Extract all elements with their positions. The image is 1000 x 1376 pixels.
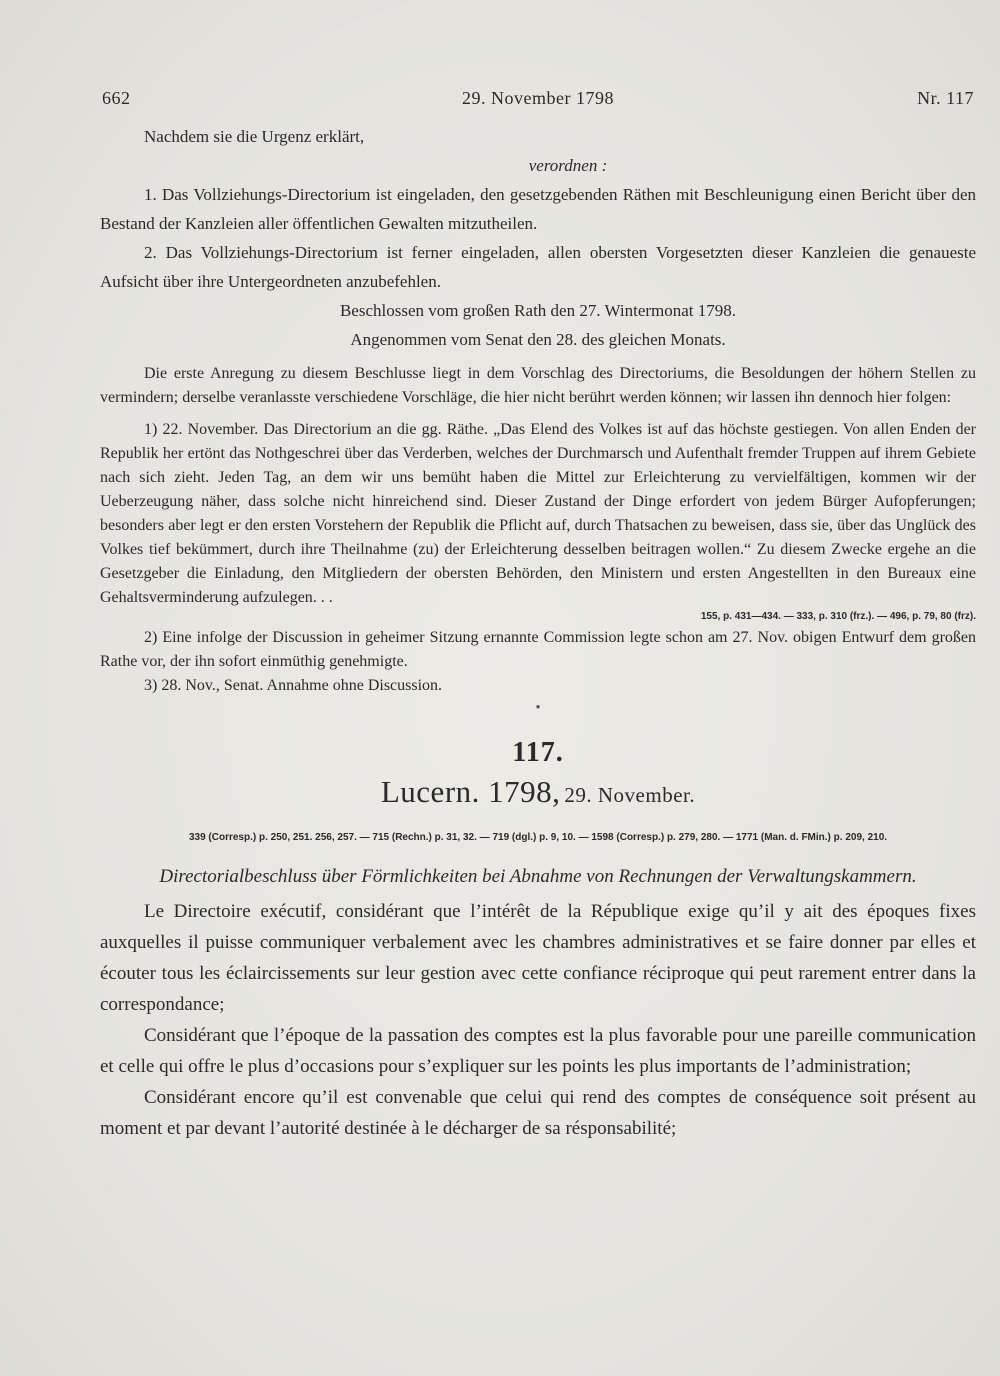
beschlossen-line: Beschlossen vom großen Rath den 27. Wintermonat 1798. bbox=[339, 301, 737, 320]
document-place-year: Lucern. 1798, bbox=[380, 774, 561, 809]
archive-references: 339 (Corresp.) p. 250, 251. 256, 257. — 715 (Rechn.) p. 31, 32. — 719 (dgl.) p. 9, 10. — 1598 (Corresp.) p. 279, 280. — 1771 (Man. d. FMin.) p. 209, 210. bbox=[188, 832, 888, 843]
anregung-paragraph: Die erste Anregung zu diesem Beschlusse liegt in dem Vorschlag des Directoriums, die Besoldungen der höhern Stellen zu vermindern; derselbe veranlasste verschiedene Vorschläge, die hier nicht berührt werden können; wir lassen ihn dennoch hier folgen: bbox=[100, 365, 976, 406]
french-paragraph-2: Considérant que l’époque de la passation des comptes est la plus favorable pour une pareille communication et celle qui offre le plus d’occasions pour s’expliquer sur les points les plus importants de l’administration; bbox=[100, 1025, 976, 1077]
footnote-1-references: 155, p. 431—434. — 333, p. 310 (frz.). — 496, p. 79, 80 (frz). bbox=[700, 611, 976, 622]
decree-item-2: 2. Das Vollziehungs-Directorium ist ferner eingeladen, allen obersten Vorgesetzten dieser Kanzleien die genaueste Aufsicht über ihre Untergeordneten anzubefehlen. bbox=[100, 243, 976, 291]
verordnen-heading: verordnen : bbox=[528, 156, 608, 175]
intro-line: Nachdem sie die Urgenz erklärt, bbox=[144, 127, 365, 146]
document-number: 117. bbox=[512, 737, 564, 768]
french-text bbox=[100, 896, 976, 1144]
page-body bbox=[100, 122, 976, 1144]
footnote-3: 3) 28. Nov., Senat. Annahme ohne Discussion. bbox=[144, 677, 443, 694]
page-number: 662 bbox=[102, 88, 131, 108]
header-doc-number: Nr. 117 bbox=[917, 88, 974, 108]
header-date: 29. November 1798 bbox=[462, 88, 614, 108]
footnote-1: 1) 22. November. Das Directorium an die gg. Räthe. „Das Elend des Volkes ist auf das höchste gestiegen. Von allen Enden der Republik her ertönt das Nothgeschrei über das Verderben, welches der Durchmarsch und Aufenthalt fremder Truppen auf ihrem Gebiete nach sich zieht. Jeden Tag, an dem wir uns bemüht haben die Mittel zur Erleichterung zu vervielfältigen, kommen wir der Ueberzeugung näher, dass solche nicht hinreichend sind. Dieser Zustand der Dinge erfordert von jedem Bürger Aufopferungen; besonders aber legt er den ersten Vorstehern der Republik die Pflicht auf, durch Thatsachen zu beweisen, dass sie, über das Unglück des Volkes tief bekümmert, durch ihre Theilnahme (zu) der Erleichterung desselben beitragen wollen.“ Zu diesem Zwecke ergehe an die Gesetzgeber die Einladung, den Mitgliedern der obersten Behörden, den Ministern und ersten Angestellten in den Bureaux eine Gehaltsverminderung aufzulegen. . . bbox=[100, 421, 976, 606]
running-header bbox=[102, 88, 974, 114]
angenommen-line: Angenommen vom Senat den 28. des gleichen Monats. bbox=[350, 330, 726, 349]
section-dot: ● bbox=[535, 702, 541, 711]
document-subject: Directorialbeschluss über Förmlichkeiten bei Abnahme von Rechnungen der Verwaltungskammern. bbox=[159, 866, 917, 887]
document-heading bbox=[100, 772, 976, 818]
document-date: 29. November. bbox=[564, 783, 696, 807]
footnote-2: 2) Eine infolge der Discussion in geheimer Sitzung ernannte Commission legte schon am 27. Nov. obigen Entwurf dem großen Rathe vor, der ihn sofort einmüthig genehmigte. bbox=[100, 629, 976, 670]
french-paragraph-1: Le Directoire exécutif, considérant que l’intérêt de la République exige qu’il y ait des époques fixes auxquelles il puisse communiquer verbalement avec les chambres administratives et se faire donner par elles et écouter tous les éclaircissements sur leur gestion avec cette confiance réciproque qui peut rarement entrer dans la correspondance; bbox=[100, 901, 976, 1015]
decree-item-1: 1. Das Vollziehungs-Directorium ist eingeladen, den gesetzgebenden Räthen mit Beschleunigung einen Bericht über den Bestand der Kanzleien aller öffentlichen Gewalten mitzutheilen. bbox=[100, 185, 976, 233]
french-paragraph-3: Considérant encore qu’il est convenable que celui qui rend des comptes de conséquence soit présent au moment et par devant l’autorité destinée à le décharger de sa résponsabilité; bbox=[100, 1087, 976, 1139]
